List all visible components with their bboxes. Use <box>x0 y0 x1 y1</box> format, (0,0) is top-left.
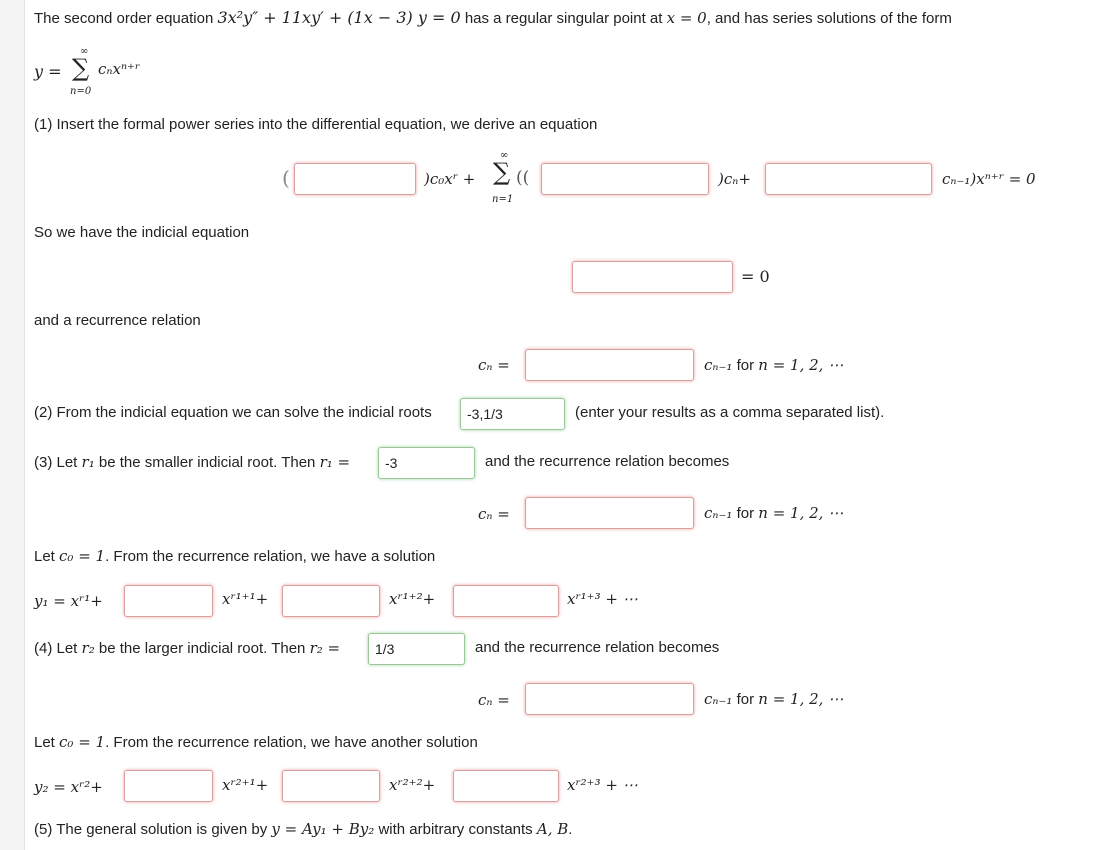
part1-after-box3: cₙ₋₁)xⁿ⁺ʳ = 0 <box>942 170 1036 188</box>
part2-roots-input[interactable] <box>460 398 565 430</box>
recurrence-lhs: cₙ = <box>478 356 510 374</box>
part3-rec-rhs-term: cₙ₋₁ <box>704 504 733 522</box>
recurrence-rhs <box>704 356 843 374</box>
part4-line <box>34 639 340 657</box>
indicial-answer-box[interactable] <box>572 261 733 293</box>
part4-coef-box-3[interactable] <box>453 770 559 802</box>
part2-note: (enter your results as a comma separated list). <box>575 404 885 421</box>
indicial-equals: = 0 <box>741 267 770 286</box>
part1-answer-box-3[interactable] <box>765 163 932 195</box>
part3-label-c: and the recurrence relation becomes <box>485 453 730 470</box>
part4-label-b: be the larger indicial root. Then <box>98 640 306 657</box>
part4-rec-lhs: cₙ = <box>478 691 510 709</box>
intro-text-b: has a regular singular point at <box>464 10 663 27</box>
part3-rec-range: n = 1, 2, ⋯ <box>758 504 844 522</box>
intro-line <box>34 8 952 27</box>
part3-c0: c₀ = 1 <box>59 547 106 565</box>
part4-let-a: Let <box>34 734 55 751</box>
part3-coef-box-1[interactable] <box>124 585 213 617</box>
part1-answer-box-2[interactable] <box>541 163 709 195</box>
part1-open-paren: ( <box>282 166 290 190</box>
part1-double-paren: (( <box>516 168 530 188</box>
part1-answer-box-1[interactable] <box>294 163 416 195</box>
part3-coef-box-3[interactable] <box>453 585 559 617</box>
part1-sum-bottom: n=1 <box>492 194 514 205</box>
part4-c0: c₀ = 1 <box>59 733 106 751</box>
part3-coef-box-2[interactable] <box>282 585 380 617</box>
part4-rec-rhs <box>704 690 843 708</box>
part3-label-a: (3) Let <box>34 454 78 471</box>
part1-label: (1) Insert the formal power series into the differential equation, we derive an equation <box>34 116 598 133</box>
part3-line <box>34 453 350 471</box>
part4-let-b: . From the recurrence relation, we have another solution <box>105 734 478 751</box>
part4-rec-range: n = 1, 2, ⋯ <box>758 690 844 708</box>
part3-rec-for: for <box>736 505 755 522</box>
part1-sum-top: ∞ <box>500 150 509 161</box>
part2-label: (2) From the indicial equation we can solve the indicial roots <box>34 404 432 421</box>
indicial-label: So we have the indicial equation <box>34 224 250 241</box>
intro-text-c: , and has series solutions of the form <box>706 10 952 27</box>
recurrence-label: and a recurrence relation <box>34 312 201 329</box>
part3-let-line <box>34 547 435 565</box>
part3-rec-rhs <box>704 504 843 522</box>
part3-r1-input[interactable] <box>378 447 475 479</box>
part4-let-line <box>34 733 478 751</box>
intro-equation: 3x²y″ + 11xy′ + (1x − 3) y = 0 <box>217 8 461 27</box>
part5-label-b: with arbitrary constants <box>378 821 533 838</box>
part4-term-1: xʳ²⁺¹+ <box>222 776 269 794</box>
part3-term-2: xʳ¹⁺²+ <box>389 590 436 608</box>
part5-line <box>34 820 572 838</box>
recurrence-rhs-term: cₙ₋₁ <box>704 356 733 374</box>
series-lhs: y = <box>34 62 62 81</box>
part4-rec-answer-box[interactable] <box>525 683 694 715</box>
recurrence-range: n = 1, 2, ⋯ <box>758 356 844 374</box>
series-sum-bottom: n=0 <box>70 86 92 97</box>
part4-label-c: and the recurrence relation becomes <box>475 639 720 656</box>
part3-let-a: Let <box>34 548 55 565</box>
left-gutter <box>0 0 25 850</box>
series-form <box>34 46 174 98</box>
part4-coef-box-1[interactable] <box>124 770 213 802</box>
part4-eq: r₂ = <box>309 639 341 657</box>
part3-r1: r₁ <box>81 453 95 471</box>
intro-text-a: The second order equation <box>34 10 214 27</box>
recurrence-for: for <box>736 357 755 374</box>
sigma-icon: ∑ <box>72 54 90 82</box>
part3-eq: r₁ = <box>319 453 351 471</box>
series-term: cₙxⁿ⁺ʳ <box>98 60 141 78</box>
part5-constants: A, B <box>536 820 569 838</box>
part3-term-3: xʳ¹⁺³ + ⋯ <box>567 590 638 608</box>
part4-label-a: (4) Let <box>34 640 78 657</box>
part5-end: . <box>568 821 573 838</box>
part4-rec-for: for <box>736 691 755 708</box>
part3-rec-answer-box[interactable] <box>525 497 694 529</box>
part1-after-box2: )cₙ+ <box>718 170 751 188</box>
part4-rec-rhs-term: cₙ₋₁ <box>704 690 733 708</box>
part4-r2-input[interactable] <box>368 633 465 665</box>
sigma-icon: ∑ <box>493 158 511 186</box>
part5-formula: y = Ay₁ + By₂ <box>271 820 375 838</box>
part3-y-lhs: y₁ = xʳ¹+ <box>34 592 103 610</box>
part4-coef-box-2[interactable] <box>282 770 380 802</box>
part5-label-a: (5) The general solution is given by <box>34 821 268 838</box>
series-sum-top: ∞ <box>80 46 89 57</box>
part3-label-b: be the smaller indicial root. Then <box>98 454 316 471</box>
part3-rec-lhs: cₙ = <box>478 505 510 523</box>
intro-point: x = 0 <box>666 9 707 27</box>
part4-term-3: xʳ²⁺³ + ⋯ <box>567 776 638 794</box>
part1-after-box1: )c₀xʳ + <box>424 170 476 188</box>
part4-r2: r₂ <box>81 639 95 657</box>
part3-term-1: xʳ¹⁺¹+ <box>222 590 269 608</box>
part4-y-lhs: y₂ = xʳ²+ <box>34 778 103 796</box>
recurrence-answer-box[interactable] <box>525 349 694 381</box>
part3-let-b: . From the recurrence relation, we have a solution <box>105 548 436 565</box>
part4-term-2: xʳ²⁺²+ <box>389 776 436 794</box>
